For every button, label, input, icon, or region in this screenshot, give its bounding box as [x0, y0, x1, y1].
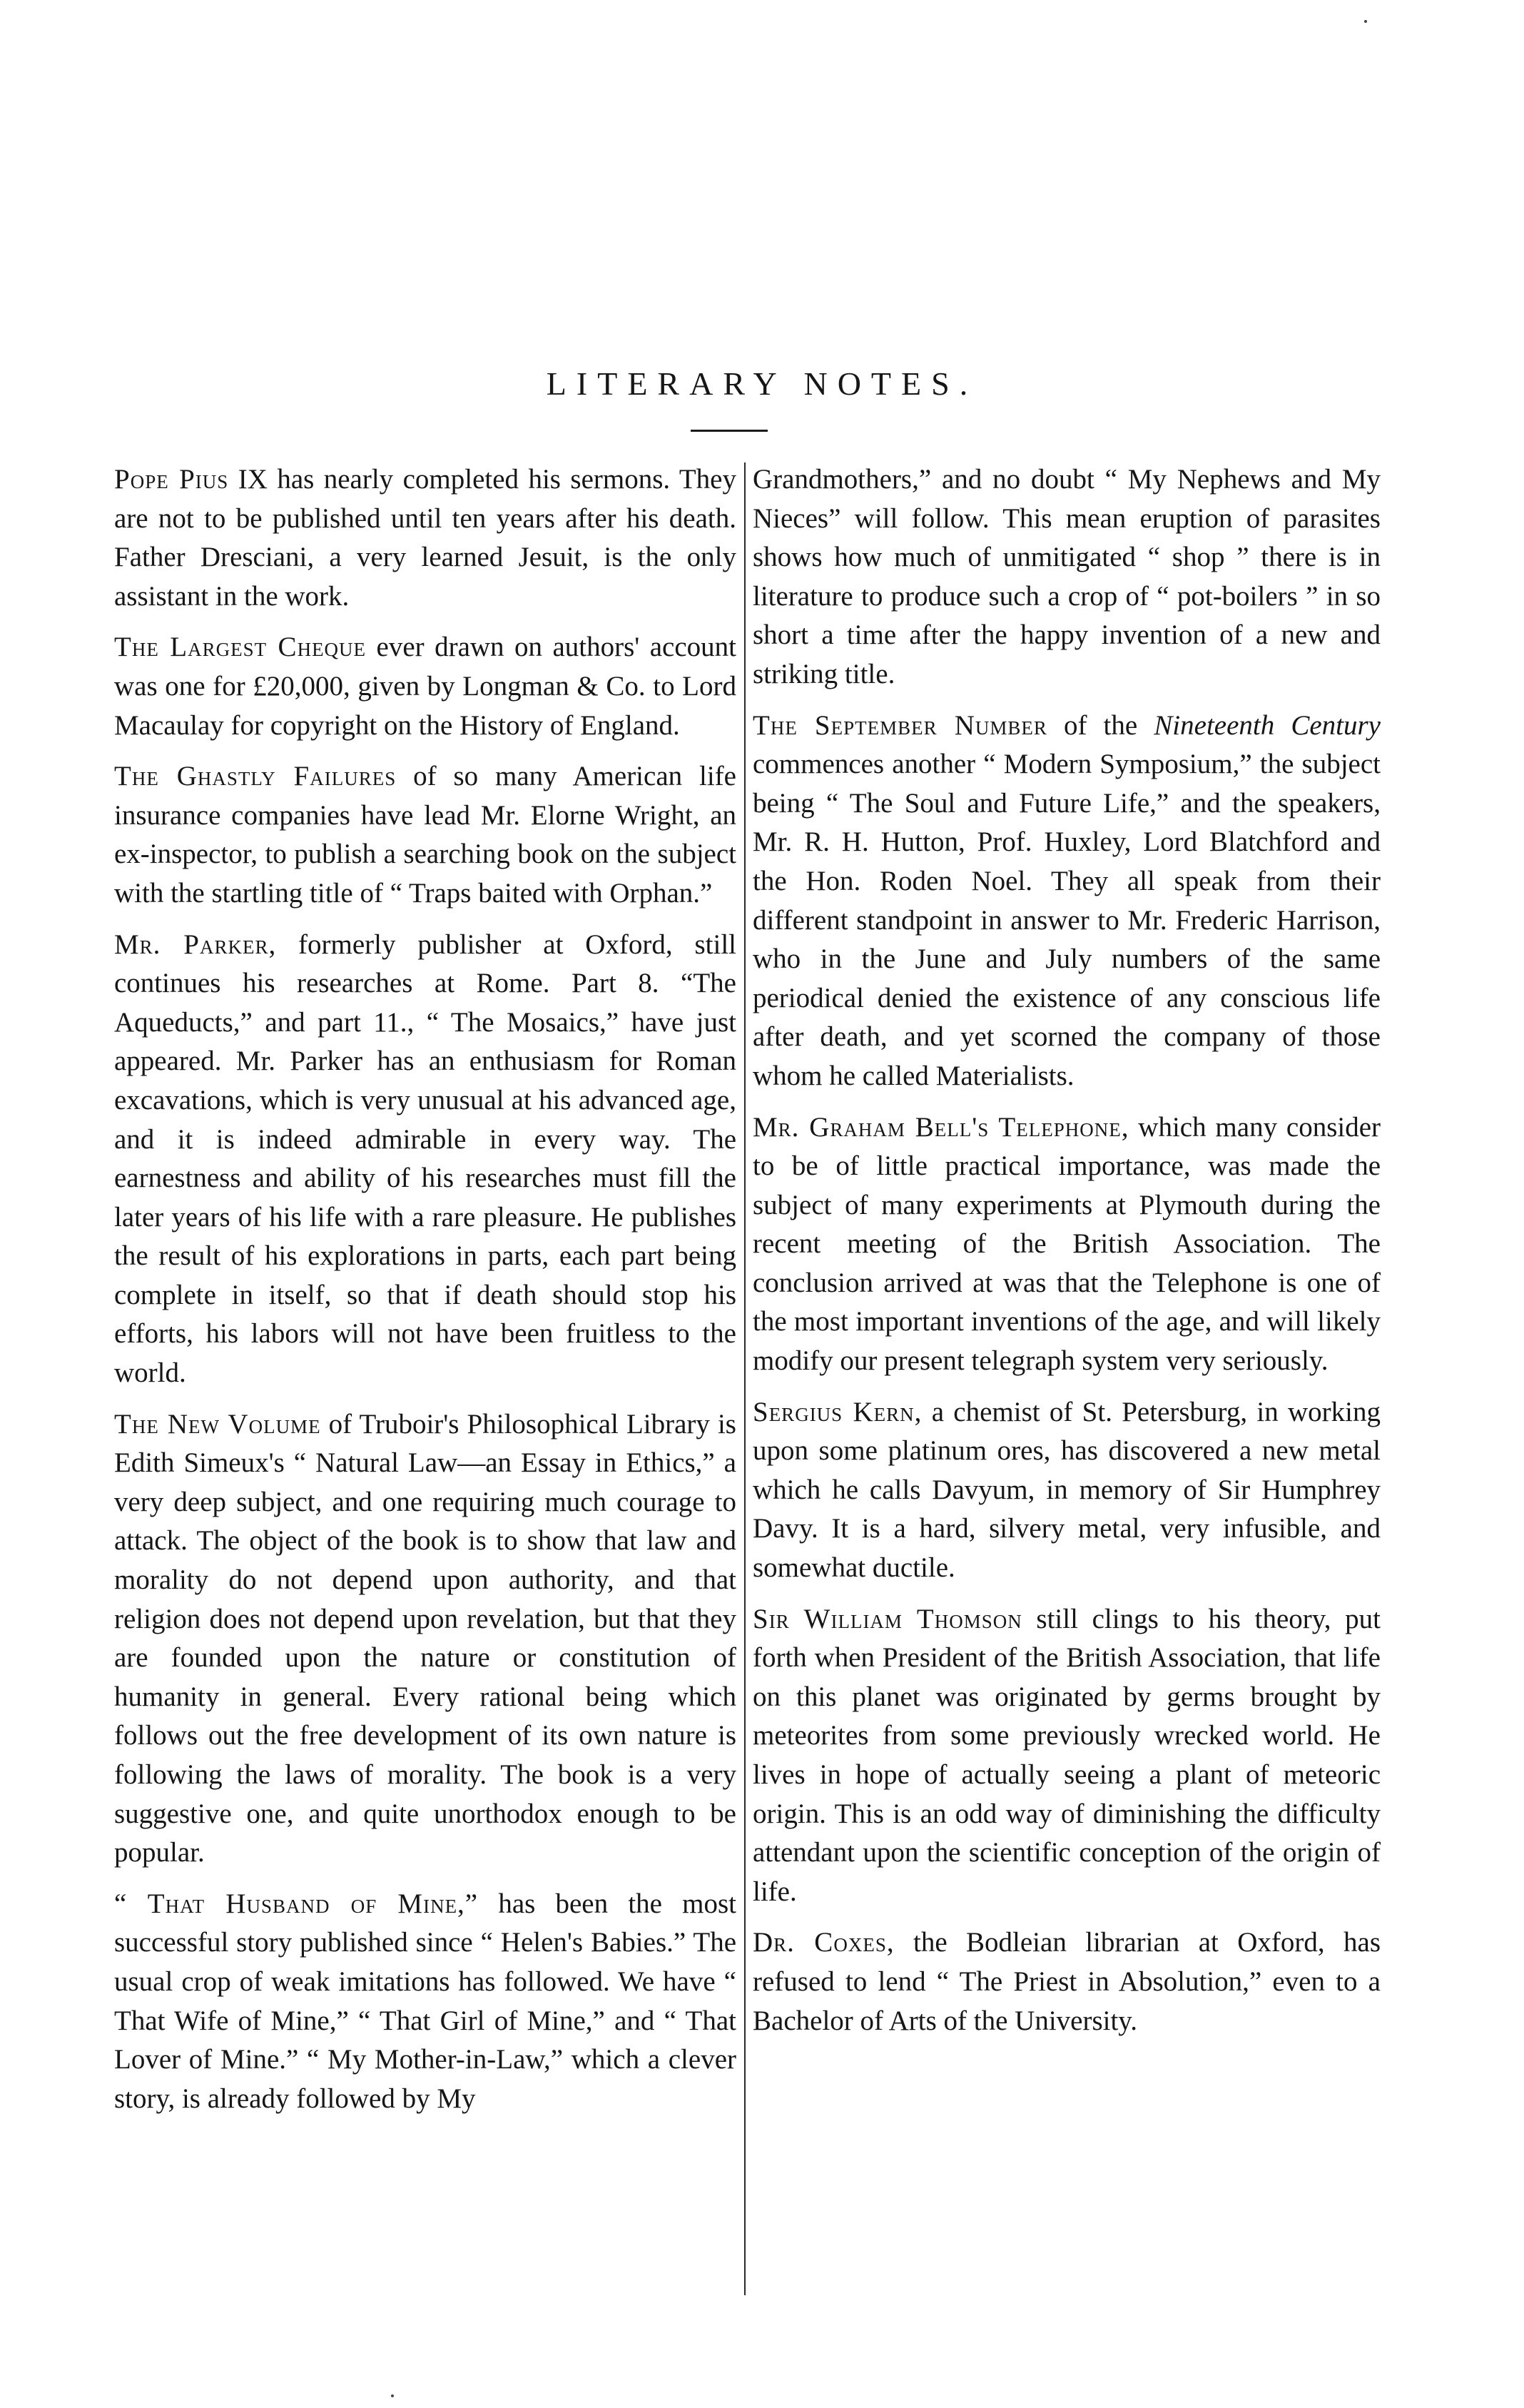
note-lead: The September Number — [753, 709, 1047, 741]
note-text: has been the most successful story published since “ Helen's Babies.” The usual crop of weak imitations has followed. We have “ That Wife of Mine,” “ That Girl of Mine,” and “ That Lover of Mine.” “ My Mother-in-Law,” which a clever story, is already followed by My — [114, 1888, 736, 2114]
note-text: of so many American life insurance companies have lead Mr. Elorne Wright, an ex-inspector, to publish a searching book on the subject with the startling title of “ Traps baited with Orphan.” — [114, 761, 736, 909]
note-new-volume — [114, 1405, 736, 1873]
note-lead: The Ghastly Failures — [114, 761, 397, 792]
note-william-thomson — [753, 1600, 1381, 1912]
note-text: ever drawn on authors' account was one for £20,000, given by Longman & Co. to Lord Macaulay for copyright on the History of England. — [114, 632, 737, 741]
periodical-title: Nineteenth Century — [1154, 709, 1381, 741]
note-text: the Bodleian librarian at Oxford, has refused to lend “ The Priest in Absolution,” even to a Bachelor of Arts of the University. — [753, 1927, 1381, 2036]
note-text: still clings to his theory, put forth when President of the British Association, that life on this planet was originated by germs brought by meteorites from some previously wrecked world. He lives in hope of actually seeing a plant of meteoric origin. This is an odd way of diminishing the difficulty attendant upon the scientific conception of the origin of life. — [753, 1603, 1381, 1907]
note-lead: The Largest Cheque — [114, 632, 367, 663]
note-dr-coxes — [753, 1923, 1381, 2040]
note-lead: Sir William Thomson — [753, 1603, 1022, 1634]
page-title: LITERARY NOTES. — [546, 365, 978, 402]
paper-speck — [1364, 20, 1367, 23]
note-sergius-kern — [753, 1393, 1381, 1588]
note-text: which many consider to be of little practical importance, was made the subject of many experiments at Plymouth during the recent meeting of the British Association. The conclusion arrived at was that the Telephone is one of the most important inventions of the age, and will likely modify our present telegraph system very seriously. — [753, 1111, 1381, 1377]
paper-speck — [391, 2394, 394, 2397]
note-lead: The New Volume — [114, 1408, 321, 1440]
note-ghastly-failures — [114, 757, 736, 913]
note-text-pre: of the — [1047, 709, 1154, 741]
note-text: commences another “ Modern Symposium,” the subject being “ The Soul and Future Life,” and the speakers, Mr. R. H. Hutton, Prof. Huxley, Lord Blatchford and the Hon. Roden Noel. They all speak from their different standpoint in answer to Mr. Frederic Harrison, who in the June and July numbers of the same periodical denied the existence of any conscious life after death, and yet scorned the company of those whom he called Materialists. — [753, 749, 1381, 1091]
note-largest-cheque — [114, 628, 736, 745]
note-mr-parker — [114, 926, 736, 1393]
note-september-number — [753, 707, 1381, 1096]
note-continuation: Grandmothers,” and no doubt “ My Nephews and My Nieces” will follow. This mean eruption of parasites shows how much of unmitigated “ shop ” there is in literature to produce such a crop of “ pot-boilers ” in so short a time after the happy invention of a new and striking title. — [753, 464, 1381, 689]
note-lead: Dr. Coxes, — [753, 1927, 895, 1958]
note-pope-pius — [114, 460, 736, 616]
note-lead: Sergius Kern, — [753, 1396, 923, 1427]
title-rule — [691, 430, 768, 432]
note-text: formerly publisher at Oxford, still continues his researches at Rome. Part 8. “The Aqueducts,” and part 11., “ The Mosaics,” have just appeared. Mr. Parker has an enthusiasm for Roman excavations, which is very unusual at his advanced age, and it is indeed admirable in every way. The earnestness and ability of his researches must fill the later years of his life with a rare pleasure. He publishes the result of his explorations in parts, each part being complete in itself, so that if death should stop his efforts, his labors will not have been fruitless to the world. — [114, 929, 736, 1389]
right-column — [753, 460, 1381, 2053]
note-text: of Truboir's Philosophical Library is Edith Simeux's “ Natural Law—an Essay in Ethics,” a very deep subject, and one requiring much courage to attack. The object of the book is to show that law and morality do not depend upon authority, and that religion does not depend upon revelation, but that they are founded upon the nature or constitution of humanity in general. Every rational being which follows out the free development of its own nature is following the laws of morality. The book is a very suggestive one, and quite unorthodox enough to be popular. — [114, 1408, 736, 1868]
note-text: IX has nearly completed his sermons. They are not to be published until ten years after his death. Father Dresciani, a very learned Jesuit, is the only assistant in the work. — [114, 464, 736, 612]
note-that-husband-of-mine — [114, 1885, 736, 2119]
note-lead: Mr. Parker, — [114, 929, 277, 960]
note-graham-bell — [753, 1108, 1381, 1381]
left-column — [114, 460, 736, 2130]
note-lead: “ That Husband of Mine,” — [114, 1888, 479, 1919]
note-lead: Mr. Graham Bell's Telephone, — [753, 1111, 1129, 1143]
note-text: a chemist of St. Petersburg, in working upon some platinum ores, has discovered a new metal which he calls Davyum, in memory of Sir Humphrey Davy. It is a hard, silvery metal, very infusible, and somewhat ductile. — [753, 1396, 1381, 1584]
column-divider — [744, 462, 746, 2295]
note-lead: Pope Pius — [114, 464, 229, 495]
